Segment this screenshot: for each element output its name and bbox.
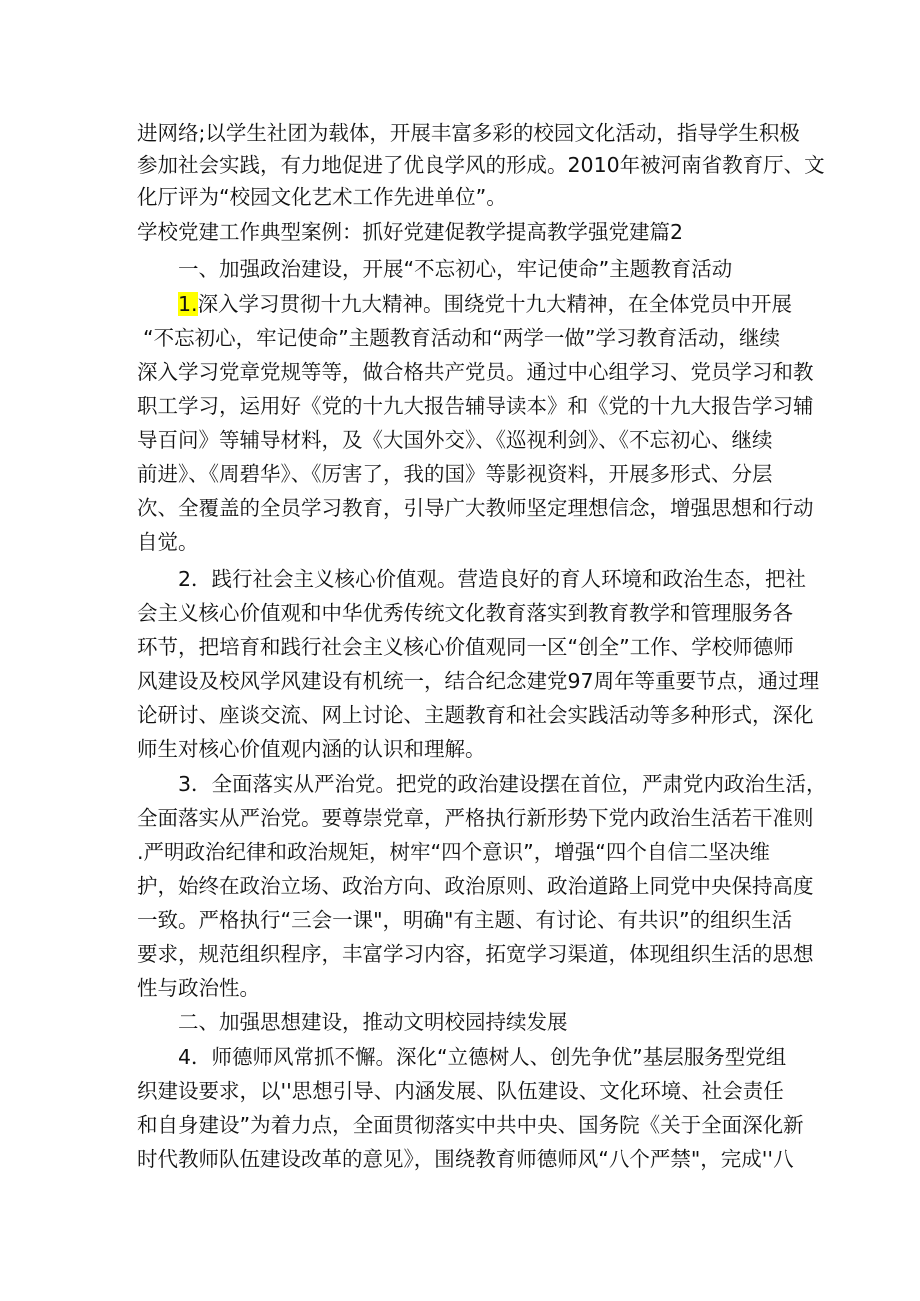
- text-line-21: 全面落实从严治党。要尊崇党章，严格执行新形势下党内政治生活若干准则: [137, 806, 814, 830]
- text-line-22: .严明政治纪律和政治规矩，树牢“四个意识”，增强“四个自信二坚决维: [137, 840, 770, 864]
- text-line-8: 深入学习党章党规等等，做合格共产党员。通过中心组学习、党员学习和教: [137, 360, 814, 384]
- text-line-30: 和自身建设”为着力点，全面贯彻落实中共中央、国务院《关于全面深化新: [137, 1113, 804, 1137]
- text-line-19: 师生对核心价值观内涵的认识和理解。: [137, 737, 486, 761]
- text-line-23: 护，始终在政治立场、政治方向、政治原则、政治道路上同党中央保持高度: [137, 874, 814, 898]
- text-line-24: 一致。严格执行“三会一课"，明确"有主题、有讨论、有共识”的组织生活: [137, 908, 793, 932]
- highlight-marker: 1.: [178, 292, 198, 316]
- text-line-18: 论研讨、座谈交流、网上讨论、主题教育和社会实践活动等多种形式，深化: [137, 703, 814, 727]
- item-1-first-line: [178, 289, 792, 319]
- text-line-10: 导百问》等辅导材料，及《大国外交》、《巡视利剑》、《不忘初心、继续: [137, 428, 773, 452]
- text-line-2: 参加社会实践，有力地促进了优良学风的形成。2010年被河南省教育厅、文: [137, 153, 825, 177]
- item-4-first-line: 4．师德师风常抓不懈。深化“立德树人、创先争优”基层服务型党组: [178, 1045, 787, 1069]
- text-line-9: 职工学习，运用好《党的十九大报告辅导读本》和《党的十九大报告学习辅: [137, 394, 814, 418]
- text-line-25: 要求，规范组织程序，丰富学习内容，拓宽学习渠道，体现组织生活的思想: [137, 942, 814, 966]
- text-line-15: 会主义核心价值观和中华优秀传统文化教育落实到教育教学和管理服务各: [137, 601, 793, 625]
- section-title: 学校党建工作典型案例：抓好党建促教学提高教学强党建篇2: [137, 220, 684, 244]
- item-2-first-line: 2．践行社会主义核心价值观。营造良好的育人环境和政治生态，把社: [178, 567, 807, 591]
- text-line-1: 进网络;以学生社团为载体，开展丰富多彩的校园文化活动，指导学生积极: [137, 121, 800, 145]
- text-line-13: 自觉。: [137, 530, 199, 554]
- text-line-26: 性与政治性。: [137, 976, 260, 1000]
- text-line-31: 时代教师队伍建设改革的意见》，围绕教育师德师风“八个严禁"，完成''八: [137, 1147, 794, 1171]
- item-1-text: 深入学习贯彻十九大精神。围绕党十九大精神，在全体党员中开展: [197, 292, 793, 316]
- item-3-first-line: 3．全面落实从严治党。把党的政治建设摆在首位，严肃党内政治生活，: [178, 772, 827, 796]
- text-line-17: 风建设及校风学风建设有机统一，结合纪念建党97周年等重要节点，通过理: [137, 669, 820, 693]
- text-line-7: “不忘初心，牢记使命”主题教育活动和“两学一做”学习教育活动，继续: [143, 326, 780, 350]
- heading-two: 二、加强思想建设，推动文明校园持续发展: [178, 1010, 568, 1034]
- text-line-3: 化厅评为“校园文化艺术工作先进单位”。: [137, 185, 507, 209]
- heading-one: 一、加强政治建设，开展“不忘初心，牢记使命”主题教育活动: [178, 257, 733, 281]
- text-line-29: 织建设要求，以''思想引导、内涵发展、队伍建设、文化环境、社会责任: [137, 1079, 784, 1103]
- text-line-11: 前进》、《周碧华》、《厉害了，我的国》等影视资料，开展多形式、分层: [137, 462, 773, 486]
- text-line-16: 环节，把培育和践行社会主义核心价值观同一区“创全”工作、学校师德师: [137, 635, 794, 659]
- text-line-12: 次、全覆盖的全员学习教育，引导广大教师坚定理想信念，增强思想和行动: [137, 496, 814, 520]
